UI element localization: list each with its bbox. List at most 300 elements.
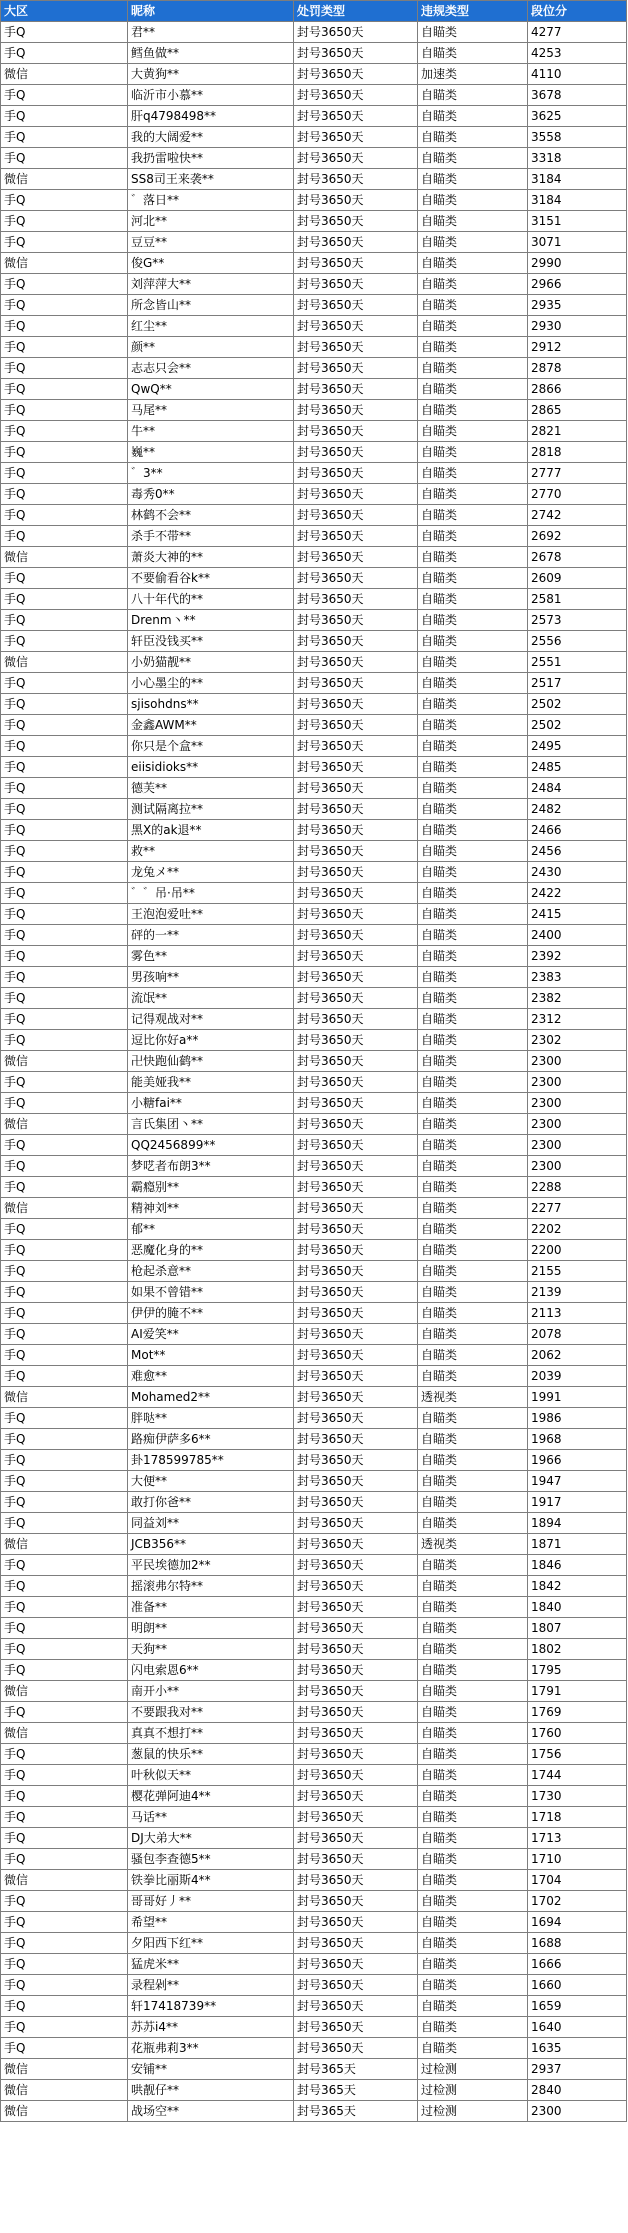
nickname-cell: 河北** — [128, 211, 294, 232]
penalty-type-cell: 封号3650天 — [294, 253, 418, 274]
penalty-type-cell: 封号3650天 — [294, 1282, 418, 1303]
violation-type-cell: 自瞄类 — [418, 421, 528, 442]
penalty-type-cell: 封号3650天 — [294, 1723, 418, 1744]
violation-type-cell: 自瞄类 — [418, 1891, 528, 1912]
table-row — [1, 358, 627, 379]
region-cell: 手Q — [1, 1240, 128, 1261]
penalty-type-cell: 封号3650天 — [294, 1261, 418, 1282]
table-row — [1, 1261, 627, 1282]
penalty-type-cell: 封号3650天 — [294, 1555, 418, 1576]
table-row — [1, 862, 627, 883]
rank-score-cell: 2300 — [528, 1072, 627, 1093]
header-nickname: 昵称 — [128, 1, 294, 22]
nickname-cell: 逗比你好a** — [128, 1030, 294, 1051]
violation-type-cell: 加速类 — [418, 64, 528, 85]
table-row — [1, 1303, 627, 1324]
violation-type-cell: 自瞄类 — [418, 673, 528, 694]
penalty-type-cell: 封号3650天 — [294, 757, 418, 778]
rank-score-cell: 2556 — [528, 631, 627, 652]
penalty-type-cell: 封号3650天 — [294, 295, 418, 316]
violation-type-cell: 自瞄类 — [418, 1177, 528, 1198]
violation-type-cell: 自瞄类 — [418, 1681, 528, 1702]
nickname-cell: 救** — [128, 841, 294, 862]
rank-score-cell: 2302 — [528, 1030, 627, 1051]
nickname-cell: 猛虎米** — [128, 1954, 294, 1975]
region-cell: 手Q — [1, 883, 128, 904]
region-cell: 手Q — [1, 1492, 128, 1513]
rank-score-cell: 2865 — [528, 400, 627, 421]
rank-score-cell: 1666 — [528, 1954, 627, 1975]
region-cell: 微信 — [1, 253, 128, 274]
rank-score-cell: 2415 — [528, 904, 627, 925]
violation-type-cell: 自瞄类 — [418, 358, 528, 379]
violation-type-cell: 透视类 — [418, 1387, 528, 1408]
penalty-type-cell: 封号3650天 — [294, 1135, 418, 1156]
violation-type-cell: 自瞄类 — [418, 1345, 528, 1366]
region-cell: 手Q — [1, 1996, 128, 2017]
rank-score-cell: 1744 — [528, 1765, 627, 1786]
table-row — [1, 1072, 627, 1093]
violation-type-cell: 自瞄类 — [418, 1261, 528, 1282]
rank-score-cell: 1760 — [528, 1723, 627, 1744]
region-cell: 手Q — [1, 1282, 128, 1303]
region-cell: 手Q — [1, 1912, 128, 1933]
nickname-cell: 言氏集团丶** — [128, 1114, 294, 1135]
nickname-cell: 颜** — [128, 337, 294, 358]
penalty-type-cell: 封号3650天 — [294, 1618, 418, 1639]
penalty-type-cell: 封号3650天 — [294, 169, 418, 190]
violation-type-cell: 自瞄类 — [418, 925, 528, 946]
nickname-cell: 胖哒** — [128, 1408, 294, 1429]
violation-type-cell: 自瞄类 — [418, 316, 528, 337]
penalty-type-cell: 封号3650天 — [294, 589, 418, 610]
rank-score-cell: 2300 — [528, 1135, 627, 1156]
violation-type-cell: 自瞄类 — [418, 1597, 528, 1618]
violation-type-cell: 自瞄类 — [418, 1051, 528, 1072]
table-row — [1, 274, 627, 295]
table-row — [1, 673, 627, 694]
region-cell: 手Q — [1, 379, 128, 400]
nickname-cell: 记得观战对** — [128, 1009, 294, 1030]
region-cell: 微信 — [1, 652, 128, 673]
region-cell: 手Q — [1, 295, 128, 316]
nickname-cell: 叶秋似天** — [128, 1765, 294, 1786]
violation-type-cell: 自瞄类 — [418, 1030, 528, 1051]
violation-type-cell: 自瞄类 — [418, 589, 528, 610]
nickname-cell: 牛** — [128, 421, 294, 442]
rank-score-cell: 2288 — [528, 1177, 627, 1198]
penalty-type-cell: 封号3650天 — [294, 1156, 418, 1177]
region-cell: 手Q — [1, 274, 128, 295]
violation-type-cell: 自瞄类 — [418, 169, 528, 190]
violation-type-cell: 自瞄类 — [418, 1849, 528, 1870]
region-cell: 手Q — [1, 1093, 128, 1114]
table-row — [1, 1177, 627, 1198]
violation-type-cell: 自瞄类 — [418, 547, 528, 568]
nickname-cell: 平民埃德加2** — [128, 1555, 294, 1576]
nickname-cell: 小奶猫靓** — [128, 652, 294, 673]
violation-type-cell: 自瞄类 — [418, 400, 528, 421]
penalty-type-cell: 封号3650天 — [294, 1198, 418, 1219]
rank-score-cell: 3625 — [528, 106, 627, 127]
penalty-type-cell: 封号3650天 — [294, 862, 418, 883]
region-cell: 微信 — [1, 1198, 128, 1219]
rank-score-cell: 2912 — [528, 337, 627, 358]
table-row — [1, 1240, 627, 1261]
table-row — [1, 841, 627, 862]
region-cell: 手Q — [1, 1408, 128, 1429]
rank-score-cell: 2517 — [528, 673, 627, 694]
table-row — [1, 1009, 627, 1030]
violation-type-cell: 自瞄类 — [418, 631, 528, 652]
nickname-cell: ゛゛吊·吊** — [128, 883, 294, 904]
rank-score-cell: 2502 — [528, 715, 627, 736]
penalty-type-cell: 封号3650天 — [294, 820, 418, 841]
nickname-cell: 俊G** — [128, 253, 294, 274]
table-row — [1, 1660, 627, 1681]
region-cell: 手Q — [1, 127, 128, 148]
penalty-type-cell: 封号3650天 — [294, 421, 418, 442]
violation-type-cell: 自瞄类 — [418, 652, 528, 673]
nickname-cell: 卍快跑仙鹤** — [128, 1051, 294, 1072]
penalty-type-cell: 封号3650天 — [294, 1450, 418, 1471]
violation-type-cell: 自瞄类 — [418, 757, 528, 778]
table-row — [1, 925, 627, 946]
header-rank-score: 段位分 — [528, 1, 627, 22]
rank-score-cell: 1694 — [528, 1912, 627, 1933]
region-cell: 手Q — [1, 421, 128, 442]
rank-score-cell: 2609 — [528, 568, 627, 589]
penalty-type-cell: 封号3650天 — [294, 22, 418, 43]
rank-score-cell: 2300 — [528, 1156, 627, 1177]
table-row — [1, 1282, 627, 1303]
violation-type-cell: 自瞄类 — [418, 484, 528, 505]
rank-score-cell: 2678 — [528, 547, 627, 568]
violation-type-cell: 自瞄类 — [418, 211, 528, 232]
nickname-cell: 鳕鱼做** — [128, 43, 294, 64]
penalty-type-cell: 封号3650天 — [294, 43, 418, 64]
table-row — [1, 883, 627, 904]
nickname-cell: 小心墨尘的** — [128, 673, 294, 694]
nickname-cell: 志志只会** — [128, 358, 294, 379]
table-row — [1, 169, 627, 190]
nickname-cell: 录程剁** — [128, 1975, 294, 1996]
nickname-cell: 龙兔メ** — [128, 862, 294, 883]
nickname-cell: AI爱笑** — [128, 1324, 294, 1345]
penalty-type-cell: 封号3650天 — [294, 652, 418, 673]
region-cell: 微信 — [1, 1387, 128, 1408]
table-row — [1, 400, 627, 421]
nickname-cell: 轩臣没钱买** — [128, 631, 294, 652]
penalty-type-cell: 封号3650天 — [294, 883, 418, 904]
penalty-type-cell: 封号3650天 — [294, 736, 418, 757]
rank-score-cell: 1710 — [528, 1849, 627, 1870]
nickname-cell: 金鑫AWM** — [128, 715, 294, 736]
rank-score-cell: 2484 — [528, 778, 627, 799]
table-row — [1, 820, 627, 841]
nickname-cell: SS8司王来袭** — [128, 169, 294, 190]
violation-type-cell: 自瞄类 — [418, 2038, 528, 2059]
violation-type-cell: 自瞄类 — [418, 778, 528, 799]
rank-score-cell: 1840 — [528, 1597, 627, 1618]
region-cell: 手Q — [1, 673, 128, 694]
penalty-type-cell: 封号3650天 — [294, 211, 418, 232]
region-cell: 手Q — [1, 463, 128, 484]
table-row — [1, 127, 627, 148]
region-cell: 手Q — [1, 820, 128, 841]
penalty-type-cell: 封号3650天 — [294, 190, 418, 211]
nickname-cell: 临沂市小慕** — [128, 85, 294, 106]
rank-score-cell: 2113 — [528, 1303, 627, 1324]
region-cell: 手Q — [1, 1429, 128, 1450]
violation-type-cell: 自瞄类 — [418, 694, 528, 715]
nickname-cell: 流氓** — [128, 988, 294, 1009]
penalty-type-cell: 封号365天 — [294, 2059, 418, 2080]
nickname-cell: 砰的一** — [128, 925, 294, 946]
penalty-type-cell: 封号3650天 — [294, 1849, 418, 1870]
table-row — [1, 505, 627, 526]
violation-type-cell: 自瞄类 — [418, 1450, 528, 1471]
penalty-type-cell: 封号3650天 — [294, 232, 418, 253]
violation-type-cell: 自瞄类 — [418, 1870, 528, 1891]
nickname-cell: 南开小** — [128, 1681, 294, 1702]
header-region: 大区 — [1, 1, 128, 22]
violation-type-cell: 自瞄类 — [418, 1912, 528, 1933]
penalty-type-cell: 封号3650天 — [294, 1093, 418, 1114]
nickname-cell: 精神刘** — [128, 1198, 294, 1219]
nickname-cell: 男孩响** — [128, 967, 294, 988]
region-cell: 手Q — [1, 1177, 128, 1198]
table-row — [1, 1135, 627, 1156]
region-cell: 手Q — [1, 736, 128, 757]
region-cell: 手Q — [1, 1744, 128, 1765]
region-cell: 手Q — [1, 1807, 128, 1828]
penalty-type-cell: 封号3650天 — [294, 148, 418, 169]
nickname-cell: 我扔雷啦快** — [128, 148, 294, 169]
penalty-type-cell: 封号3650天 — [294, 85, 418, 106]
table-row — [1, 1912, 627, 1933]
nickname-cell: 樱花弹阿迪4** — [128, 1786, 294, 1807]
violation-type-cell: 过检测 — [418, 2101, 528, 2122]
rank-score-cell: 2990 — [528, 253, 627, 274]
table-row — [1, 2101, 627, 2122]
penalty-type-cell: 封号3650天 — [294, 442, 418, 463]
violation-type-cell: 自瞄类 — [418, 1702, 528, 1723]
nickname-cell: DJ大弟大** — [128, 1828, 294, 1849]
region-cell: 手Q — [1, 1828, 128, 1849]
violation-type-cell: 自瞄类 — [418, 1828, 528, 1849]
penalty-type-cell: 封号3650天 — [294, 400, 418, 421]
region-cell: 手Q — [1, 1597, 128, 1618]
nickname-cell: eiisidioks** — [128, 757, 294, 778]
violation-type-cell: 自瞄类 — [418, 232, 528, 253]
violation-type-cell: 自瞄类 — [418, 1807, 528, 1828]
table-row — [1, 715, 627, 736]
penalty-type-cell: 封号3650天 — [294, 1177, 418, 1198]
region-cell: 手Q — [1, 631, 128, 652]
table-row — [1, 1408, 627, 1429]
table-row — [1, 1996, 627, 2017]
penalty-type-cell: 封号3650天 — [294, 1660, 418, 1681]
violation-type-cell: 自瞄类 — [418, 190, 528, 211]
region-cell: 微信 — [1, 1114, 128, 1135]
region-cell: 手Q — [1, 967, 128, 988]
nickname-cell: QQ2456899** — [128, 1135, 294, 1156]
nickname-cell: 希望** — [128, 1912, 294, 1933]
violation-type-cell: 自瞄类 — [418, 967, 528, 988]
penalty-type-cell: 封号3650天 — [294, 1933, 418, 1954]
table-row — [1, 1597, 627, 1618]
nickname-cell: 明朗** — [128, 1618, 294, 1639]
rank-score-cell: 2692 — [528, 526, 627, 547]
nickname-cell: 巍** — [128, 442, 294, 463]
violation-type-cell: 自瞄类 — [418, 1744, 528, 1765]
violation-type-cell: 自瞄类 — [418, 1975, 528, 1996]
rank-score-cell: 3558 — [528, 127, 627, 148]
table-body — [1, 22, 627, 2122]
region-cell: 手Q — [1, 694, 128, 715]
violation-type-cell: 自瞄类 — [418, 85, 528, 106]
table-row — [1, 1555, 627, 1576]
nickname-cell: 铁拳比丽斯4** — [128, 1870, 294, 1891]
region-cell: 手Q — [1, 1765, 128, 1786]
region-cell: 手Q — [1, 778, 128, 799]
nickname-cell: 哥哥好丿** — [128, 1891, 294, 1912]
rank-score-cell: 1842 — [528, 1576, 627, 1597]
region-cell: 微信 — [1, 169, 128, 190]
table-row — [1, 1534, 627, 1555]
nickname-cell: 雾色** — [128, 946, 294, 967]
table-row — [1, 694, 627, 715]
region-cell: 手Q — [1, 925, 128, 946]
violation-type-cell: 自瞄类 — [418, 337, 528, 358]
header-penalty-type: 处罚类型 — [294, 1, 418, 22]
region-cell: 手Q — [1, 1471, 128, 1492]
violation-type-cell: 自瞄类 — [418, 1114, 528, 1135]
violation-type-cell: 自瞄类 — [418, 610, 528, 631]
table-row — [1, 22, 627, 43]
table-row — [1, 148, 627, 169]
rank-score-cell: 2312 — [528, 1009, 627, 1030]
rank-score-cell: 2840 — [528, 2080, 627, 2101]
penalty-type-cell: 封号3650天 — [294, 694, 418, 715]
violation-type-cell: 过检测 — [418, 2059, 528, 2080]
table-row — [1, 1639, 627, 1660]
penalty-type-cell: 封号3650天 — [294, 1366, 418, 1387]
nickname-cell: 不要跟我对** — [128, 1702, 294, 1723]
table-row — [1, 1870, 627, 1891]
penalty-type-cell: 封号3650天 — [294, 1345, 418, 1366]
table-row — [1, 2038, 627, 2059]
penalty-type-cell: 封号3650天 — [294, 127, 418, 148]
penalty-type-cell: 封号3650天 — [294, 925, 418, 946]
table-row — [1, 316, 627, 337]
rank-score-cell: 1660 — [528, 1975, 627, 1996]
table-row — [1, 1891, 627, 1912]
violation-type-cell: 自瞄类 — [418, 274, 528, 295]
violation-type-cell: 自瞄类 — [418, 2017, 528, 2038]
penalty-type-cell: 封号3650天 — [294, 1744, 418, 1765]
penalty-type-cell: 封号3650天 — [294, 1807, 418, 1828]
rank-score-cell: 1894 — [528, 1513, 627, 1534]
table-row — [1, 778, 627, 799]
violation-type-cell: 自瞄类 — [418, 1765, 528, 1786]
table-row — [1, 967, 627, 988]
violation-type-cell: 过检测 — [418, 2080, 528, 2101]
region-cell: 手Q — [1, 232, 128, 253]
region-cell: 手Q — [1, 2017, 128, 2038]
penalty-type-cell: 封号3650天 — [294, 988, 418, 1009]
rank-score-cell: 2200 — [528, 1240, 627, 1261]
table-row — [1, 988, 627, 1009]
violation-type-cell: 自瞄类 — [418, 253, 528, 274]
rank-score-cell: 2139 — [528, 1282, 627, 1303]
nickname-cell: 真真不想打** — [128, 1723, 294, 1744]
penalty-type-cell: 封号3650天 — [294, 1786, 418, 1807]
violation-type-cell: 自瞄类 — [418, 988, 528, 1009]
nickname-cell: 梦呓者布朗3** — [128, 1156, 294, 1177]
rank-score-cell: 2300 — [528, 1051, 627, 1072]
region-cell: 微信 — [1, 64, 128, 85]
table-row — [1, 1975, 627, 1996]
rank-score-cell: 3184 — [528, 190, 627, 211]
region-cell: 手Q — [1, 190, 128, 211]
table-row — [1, 946, 627, 967]
rank-score-cell: 1795 — [528, 1660, 627, 1681]
table-row — [1, 1114, 627, 1135]
violation-type-cell: 自瞄类 — [418, 1513, 528, 1534]
nickname-cell: QwQ** — [128, 379, 294, 400]
region-cell: 手Q — [1, 1366, 128, 1387]
nickname-cell: 肝q4798498** — [128, 106, 294, 127]
region-cell: 手Q — [1, 358, 128, 379]
table-row — [1, 1198, 627, 1219]
table-row — [1, 106, 627, 127]
table-row — [1, 85, 627, 106]
nickname-cell: 马尾** — [128, 400, 294, 421]
rank-score-cell: 1702 — [528, 1891, 627, 1912]
violation-type-cell: 自瞄类 — [418, 1282, 528, 1303]
region-cell: 手Q — [1, 1576, 128, 1597]
penalty-type-cell: 封号3650天 — [294, 1576, 418, 1597]
violation-type-cell: 自瞄类 — [418, 526, 528, 547]
nickname-cell: 王泡泡爱吐** — [128, 904, 294, 925]
region-cell: 手Q — [1, 106, 128, 127]
region-cell: 手Q — [1, 988, 128, 1009]
violation-type-cell: 自瞄类 — [418, 1009, 528, 1030]
table-row — [1, 2059, 627, 2080]
region-cell: 手Q — [1, 1219, 128, 1240]
penalty-type-cell: 封号3650天 — [294, 1639, 418, 1660]
penalty-type-cell: 封号3650天 — [294, 967, 418, 988]
rank-score-cell: 1635 — [528, 2038, 627, 2059]
table-row — [1, 1828, 627, 1849]
rank-score-cell: 3071 — [528, 232, 627, 253]
region-cell: 手Q — [1, 841, 128, 862]
violation-type-cell: 自瞄类 — [418, 148, 528, 169]
region-cell: 手Q — [1, 1261, 128, 1282]
table-row — [1, 526, 627, 547]
penalty-type-cell: 封号3650天 — [294, 1114, 418, 1135]
rank-score-cell: 2573 — [528, 610, 627, 631]
nickname-cell: Mot** — [128, 1345, 294, 1366]
nickname-cell: 闪电索恩6** — [128, 1660, 294, 1681]
penalty-type-cell: 封号3650天 — [294, 841, 418, 862]
nickname-cell: 所念皆山** — [128, 295, 294, 316]
table-row — [1, 1702, 627, 1723]
penalty-type-cell: 封号3650天 — [294, 1471, 418, 1492]
region-cell: 手Q — [1, 442, 128, 463]
